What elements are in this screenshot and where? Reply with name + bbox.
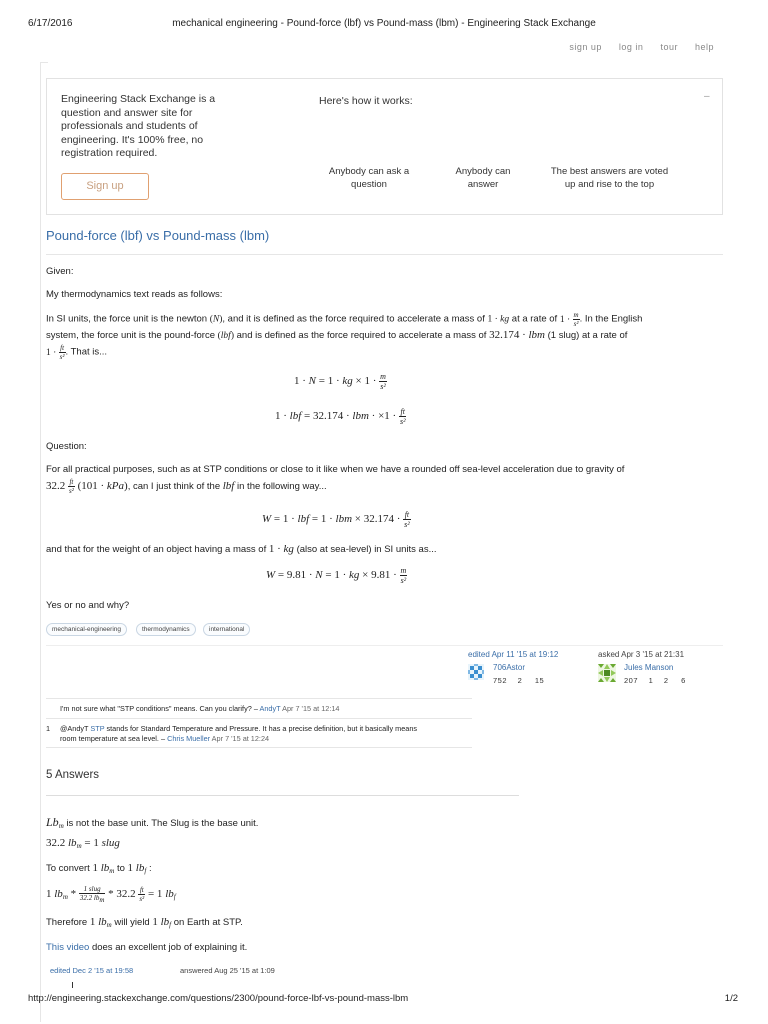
reputation-score: 207 [624,676,639,685]
question-paragraph [46,478,327,495]
gold-badge-count: 1 [648,676,654,685]
text-run: and that for the weight of an object having a mass of [46,544,267,555]
asker-name[interactable]: Jules Manson [624,663,674,672]
question-paragraph [46,344,107,361]
comment [60,704,339,714]
tag-international[interactable]: international [203,623,250,636]
answers-heading: 5 Answers [46,769,100,781]
stp-link[interactable]: STP [90,724,105,733]
text-run: (1 slug) at a rate of [547,330,628,341]
question-paragraph: My thermodynamics text reads as follows: [46,289,223,300]
comment-text: I'm not sure what "STP conditions" means. Can you clarify? – [60,704,260,713]
comments-divider [46,698,472,699]
math-expression: lbf [222,480,235,493]
page-frame-corner [40,62,48,63]
help-link[interactable]: help [694,42,714,52]
reputation-score: 752 [493,676,508,685]
text-run: . That is... [65,346,108,358]
comment-author[interactable]: AndyT [259,704,281,713]
question-paragraph [46,543,437,555]
silver-badge-count: 2 [517,676,523,685]
answer-equation: 1 $lb_m$ * $\frac{\text{1 slug}}{\text{32.2 lbm}}$ * 32.2 $\frac{ft}{\text{s²}}$ = 1 $lb_f$ [46,885,176,904]
text-run: and is defined as the force required to accelerate a mass of [236,330,487,341]
math-expression: 1 $lb_f$ [152,916,172,929]
tour-link[interactable]: tour [660,42,678,52]
welcome-text: Engineering Stack Exchange is a question and answer site for professionals and students of engineering. It's 100% free, no registration required. [61,93,216,159]
print-date: 6/17/2016 [28,18,73,29]
text-run: . In the English [579,313,643,325]
top-bar-links [555,42,714,52]
question-paragraph: For all practical purposes, such as at STP conditions or close to it like when we have a rounded off sea-level acceleration due to gravity of [46,464,625,475]
asker-avatar[interactable] [598,664,616,682]
tags-divider [46,645,723,646]
answers-divider [46,795,519,796]
math-expression: 1 · $\frac{m}{\text{s²}}$ [559,311,579,328]
equation-weight-si: W = 9.81 · N = 1 · kg × 9.81 · $\frac{m}{\text{s²}}$ [266,566,407,585]
comment-date: Apr 7 '15 at 12:14 [280,704,340,713]
text-run: does an excellent job of explaining it. [89,942,248,953]
comment [60,724,417,744]
editor-reputation [493,676,544,685]
bronze-badge-count: 6 [681,676,686,685]
asker-reputation [624,676,686,685]
answer-paragraph: To convert 1 $lb_m$ to 1 $lb_f$ : [46,862,152,875]
text-run: Therefore [46,917,90,928]
answer-paragraph [46,942,247,953]
page-frame-border [40,62,41,1022]
text-run: in the following way... [237,481,327,493]
math-expression: (N) [209,314,223,325]
cursor-mark [72,982,73,988]
math-expression: 32.174 · lbm [489,329,545,341]
comment-divider [46,747,472,748]
math-expression: 1 $lb_m$ [89,916,112,929]
title-divider [46,254,723,255]
answer-paragraph [46,815,258,830]
editor-name[interactable]: 706Astor [493,663,526,672]
comment-date: Apr 7 '15 at 12:24 [210,734,270,743]
text-run: on Earth at STP. [171,917,243,928]
how-step-answer: Anybody can answer [455,166,511,190]
math-expression: 1 · $\frac{ft}{\text{s²}}$ [46,344,65,361]
comment-divider [46,718,472,719]
equation-pound-force: 1 · lbf = 32.174 · lbm · ×1 · $\frac{ft}{\text{s²}}$ [275,407,406,426]
text-run: at a rate of [511,313,558,325]
answered-timestamp: answered Aug 25 '15 at 1:09 [180,966,275,975]
math-expression: $Lb_m$ [46,815,64,830]
text-run: system, the force unit is the pound-force [46,330,215,341]
comment-vote-count: 1 [46,724,51,733]
equation-newton: 1 · N = 1 · kg × 1 · $\frac{m}{\text{s²}}$ [294,372,386,391]
signup-button[interactable]: Sign up [61,173,149,200]
editor-avatar[interactable] [468,664,484,680]
text-run: to [114,863,128,874]
given-label: Given: [46,266,74,277]
signup-link[interactable]: sign up [569,42,602,52]
answer-edited-timestamp[interactable]: edited Dec 2 '15 at 19:58 [50,966,134,975]
answer-paragraph [46,916,243,929]
print-url: http://engineering.stackexchange.com/questions/2300/pound-force-lbf-vs-pound-mass-lbm [28,993,409,1004]
collapse-button[interactable]: – [704,91,710,102]
comment-text: room temperature at sea level. – [60,734,168,743]
comment-text: @AndyT [60,724,91,733]
how-it-works-title: Here's how it works: [319,95,413,107]
text-run: In SI units, the force unit is the newton [46,313,208,325]
question-title[interactable]: Pound-force (lbf) vs Pound-mass (lbm) [46,228,270,243]
tag-mechanical-engineering[interactable]: mechanical-engineering [46,623,127,636]
answer-equation: 32.2 $lb_m = 1$ slug [46,837,120,850]
text-run: , and it is defined as the force required to accelerate a mass of [222,313,485,325]
print-page-number: 1/2 [724,993,738,1004]
text-run: (also at sea-level) in SI units as... [296,544,437,555]
question-paragraph [46,311,642,328]
login-link[interactable]: log in [618,42,644,52]
math-expression: 32.2 $\frac{ft}{\text{s²}}$ (101 · kPa) [46,478,128,495]
edited-timestamp[interactable]: edited Apr 11 '15 at 19:12 [468,650,559,659]
math-expression: 1 · kg [487,314,510,325]
math-expression: (lbf) [217,331,234,341]
math-expression: 1 $lb_m$ [92,862,115,875]
comment-text: stands for Standard Temperature and Pressure. It has a precise definition, but it basically means [104,724,418,733]
asked-timestamp: asked Apr 3 '15 at 21:31 [598,650,685,659]
math-expression: 1 · kg [268,543,294,555]
how-step-vote: The best answers are voted up and rise to the top [550,166,669,190]
question-paragraph: Yes or no and why? [46,600,130,611]
question-paragraph [46,329,627,341]
equation-weight-lbf: W = 1 · lbf = 1 · lbm × 32.174 · $\frac{ft}{\text{s²}}$ [262,510,410,529]
welcome-box [46,78,723,215]
text-run: , can I just think of the [127,481,221,493]
text-run: will yield [111,917,153,928]
math-expression: 1 $lb_f$ [127,862,147,875]
how-step-ask: Anybody can ask a question [328,166,410,190]
print-page-title: mechanical engineering - Pound-force (lbf) vs Pound-mass (lbm) - Engineering Stack Exchange [172,18,596,29]
question-label: Question: [46,441,87,452]
text-run: is not the base unit. The Slug is the base unit. [63,818,259,829]
tag-thermodynamics[interactable]: thermodynamics [136,623,196,636]
silver-badge-count: 2 [663,676,669,685]
bronze-badge-count: 15 [534,676,545,685]
video-link[interactable]: This video [46,942,90,953]
comment-author[interactable]: Chris Mueller [167,734,211,743]
text-run: To convert [46,863,93,874]
